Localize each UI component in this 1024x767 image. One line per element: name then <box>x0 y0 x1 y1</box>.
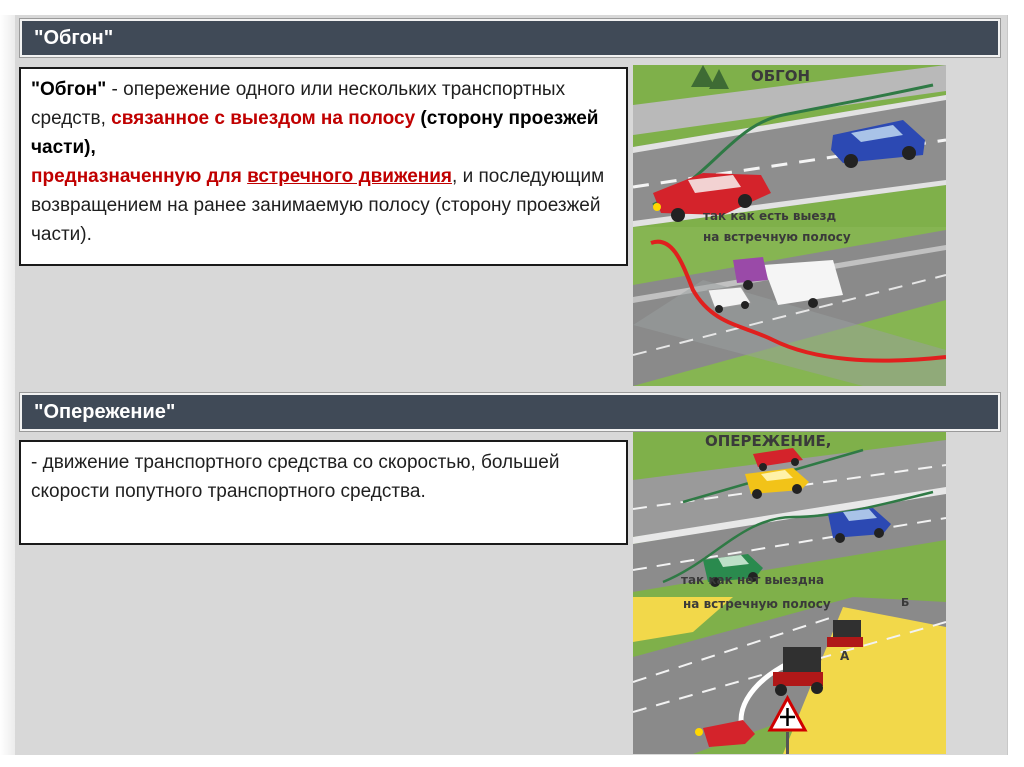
label-b: Б <box>901 596 910 609</box>
definition-emphasis-oncoming-lane: связанное с выездом на полосу <box>111 108 416 129</box>
definition-emphasis-intended-for: предназначенную для <box>31 166 248 187</box>
definition-text-part-2: (сторону проезжей части), <box>31 108 599 158</box>
definition-emphasis-oncoming-traffic: встречного движения <box>247 166 453 187</box>
section-title-overtaking: "Обгон" <box>34 27 114 49</box>
definition-text-passing: - движение транспортного средства со скоростью, большей скорости попутного транспортного средства. <box>31 452 560 502</box>
passing-illustration <box>633 432 946 754</box>
passing-note-line-2: на встречную полосу <box>683 597 831 611</box>
passing-note-line-1: так как нет выездна <box>681 573 825 587</box>
slide-shadow <box>0 15 15 755</box>
term-overtaking: "Обгон" <box>31 79 107 100</box>
definition-text-part-1: - опережение одного или нескольких транспортных средств, <box>31 79 566 129</box>
section-header-overtaking <box>20 19 1000 57</box>
overtaking-illustration <box>633 65 946 386</box>
caption-overtaking: ОБГОН <box>751 67 811 85</box>
section-header-passing <box>20 393 1000 431</box>
overtaking-note-line-2: на встречную полосу <box>703 230 851 244</box>
section-title-passing: "Опережение" <box>34 401 176 423</box>
overtaking-note-line-1: так как есть выезд <box>703 209 837 223</box>
definition-text-part-3: , и последующим возвращением на ранее занимаемую полосу (сторону проезжей части). <box>31 166 605 245</box>
definition-box-passing <box>19 440 628 545</box>
caption-passing: ОПЕРЕЖЕНИЕ, <box>705 432 832 450</box>
definition-box-overtaking <box>19 67 628 266</box>
label-a: А <box>840 649 850 663</box>
